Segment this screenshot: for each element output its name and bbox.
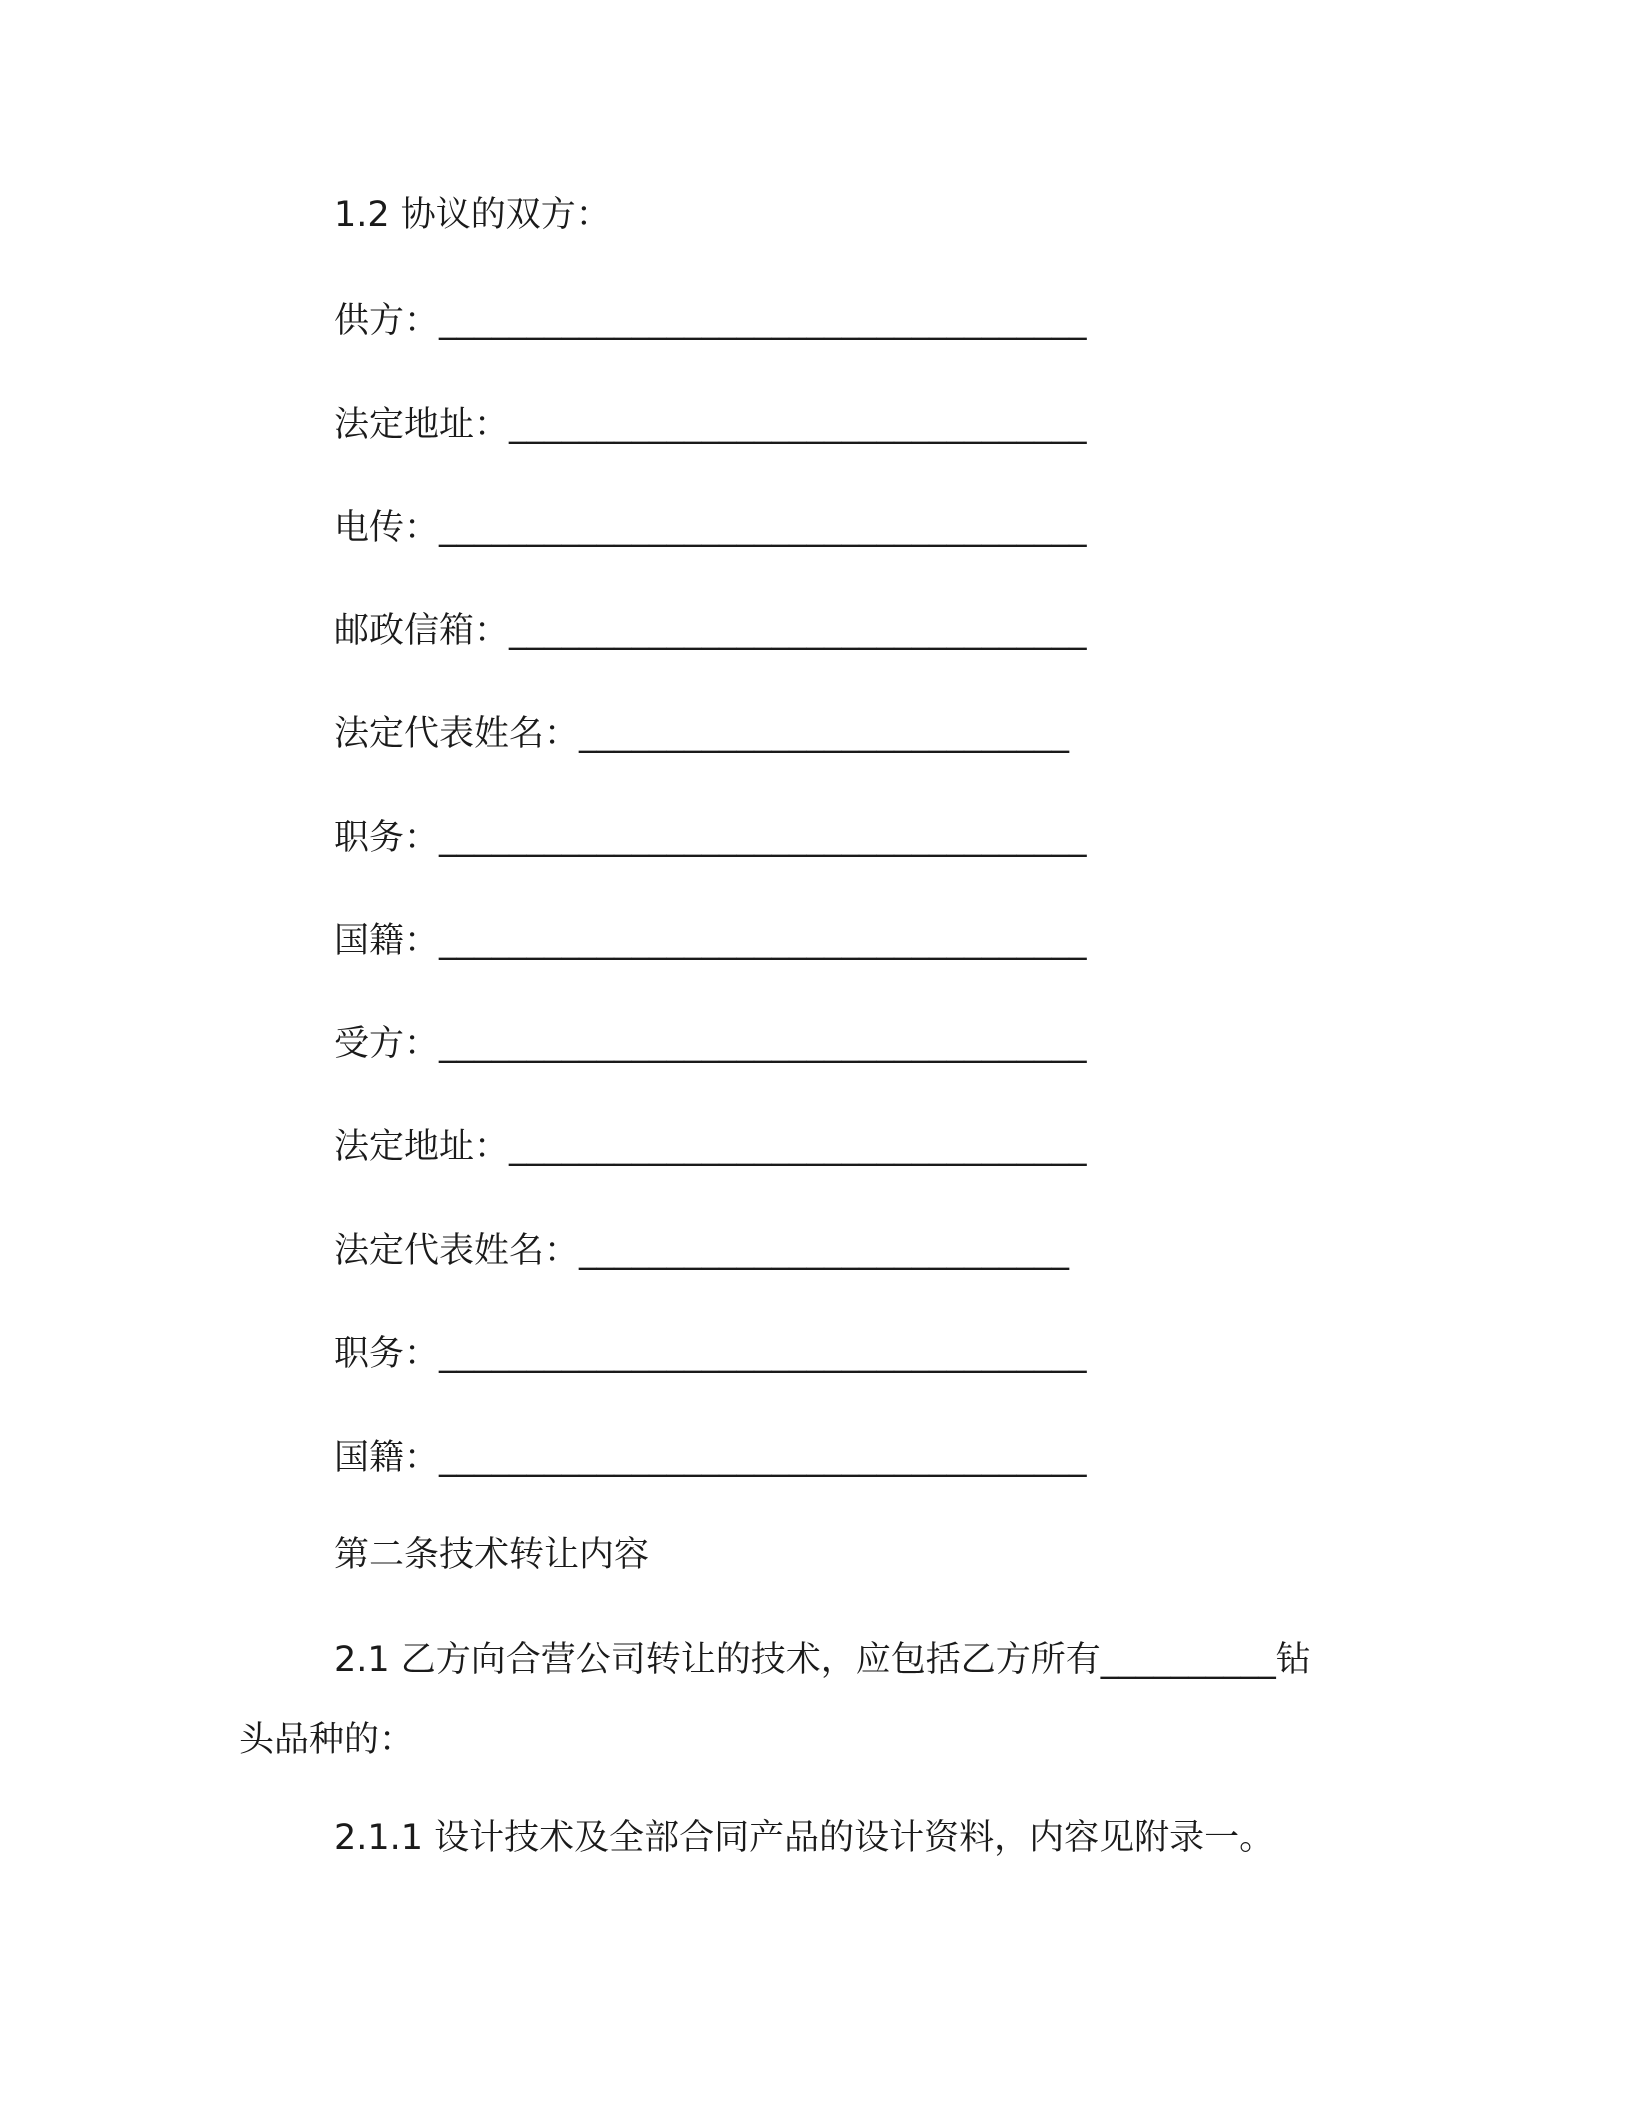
field-row-legal-rep-name [334, 712, 1069, 756]
clause-2-1-1: 2.1.1 设计技术及全部合同产品的设计资料，内容见附录一。 [334, 1818, 1275, 1858]
field-row-legal-address-2 [334, 1125, 1087, 1169]
field-label: 国籍： [334, 921, 440, 961]
field-row-telex [334, 506, 1087, 550]
article-title: 第二条技术转让内容 [334, 1535, 650, 1575]
field-row-legal-address [334, 403, 1087, 447]
field-label: 法定代表姓名： [334, 714, 580, 754]
clause-2-1-line-1: 2.1 乙方向合营公司转让的技术，应包括乙方所有__________钻 [334, 1640, 1311, 1680]
field-row-supplier [334, 299, 1087, 343]
field-blank: _____________________________________ [439, 1024, 1087, 1064]
field-blank: _________________________________ [509, 611, 1087, 651]
field-row-position [334, 816, 1087, 860]
field-row-po-box [334, 609, 1087, 653]
field-blank: _________________________________ [509, 405, 1087, 445]
field-label: 邮政信箱： [334, 611, 510, 651]
clause-2-1-line-2: 头品种的： [239, 1720, 415, 1760]
field-row-nationality [334, 919, 1087, 963]
field-label: 法定代表姓名： [334, 1231, 580, 1271]
field-blank: _____________________________________ [439, 508, 1087, 548]
field-row-position-2 [334, 1332, 1087, 1376]
field-label: 职务： [334, 1334, 440, 1374]
field-blank: ____________________________ [579, 1231, 1070, 1271]
field-label: 法定地址： [334, 1127, 510, 1167]
field-label: 职务： [334, 818, 440, 858]
field-label: 供方： [334, 301, 440, 341]
field-blank: _____________________________________ [439, 921, 1087, 961]
field-row-nationality-2 [334, 1436, 1087, 1480]
field-label: 电传： [334, 508, 440, 548]
field-blank: _____________________________________ [439, 1438, 1087, 1478]
field-label: 国籍： [334, 1438, 440, 1478]
field-row-recipient [334, 1022, 1087, 1066]
field-blank: _________________________________ [509, 1127, 1087, 1167]
field-blank: ____________________________ [579, 714, 1070, 754]
field-label: 受方： [334, 1024, 440, 1064]
field-blank: _____________________________________ [439, 818, 1087, 858]
field-row-legal-rep-name-2 [334, 1229, 1069, 1273]
field-blank: _____________________________________ [439, 1334, 1087, 1374]
field-label: 法定地址： [334, 405, 510, 445]
field-blank: _____________________________________ [439, 301, 1087, 341]
section-heading: 1.2 协议的双方： [334, 195, 611, 235]
